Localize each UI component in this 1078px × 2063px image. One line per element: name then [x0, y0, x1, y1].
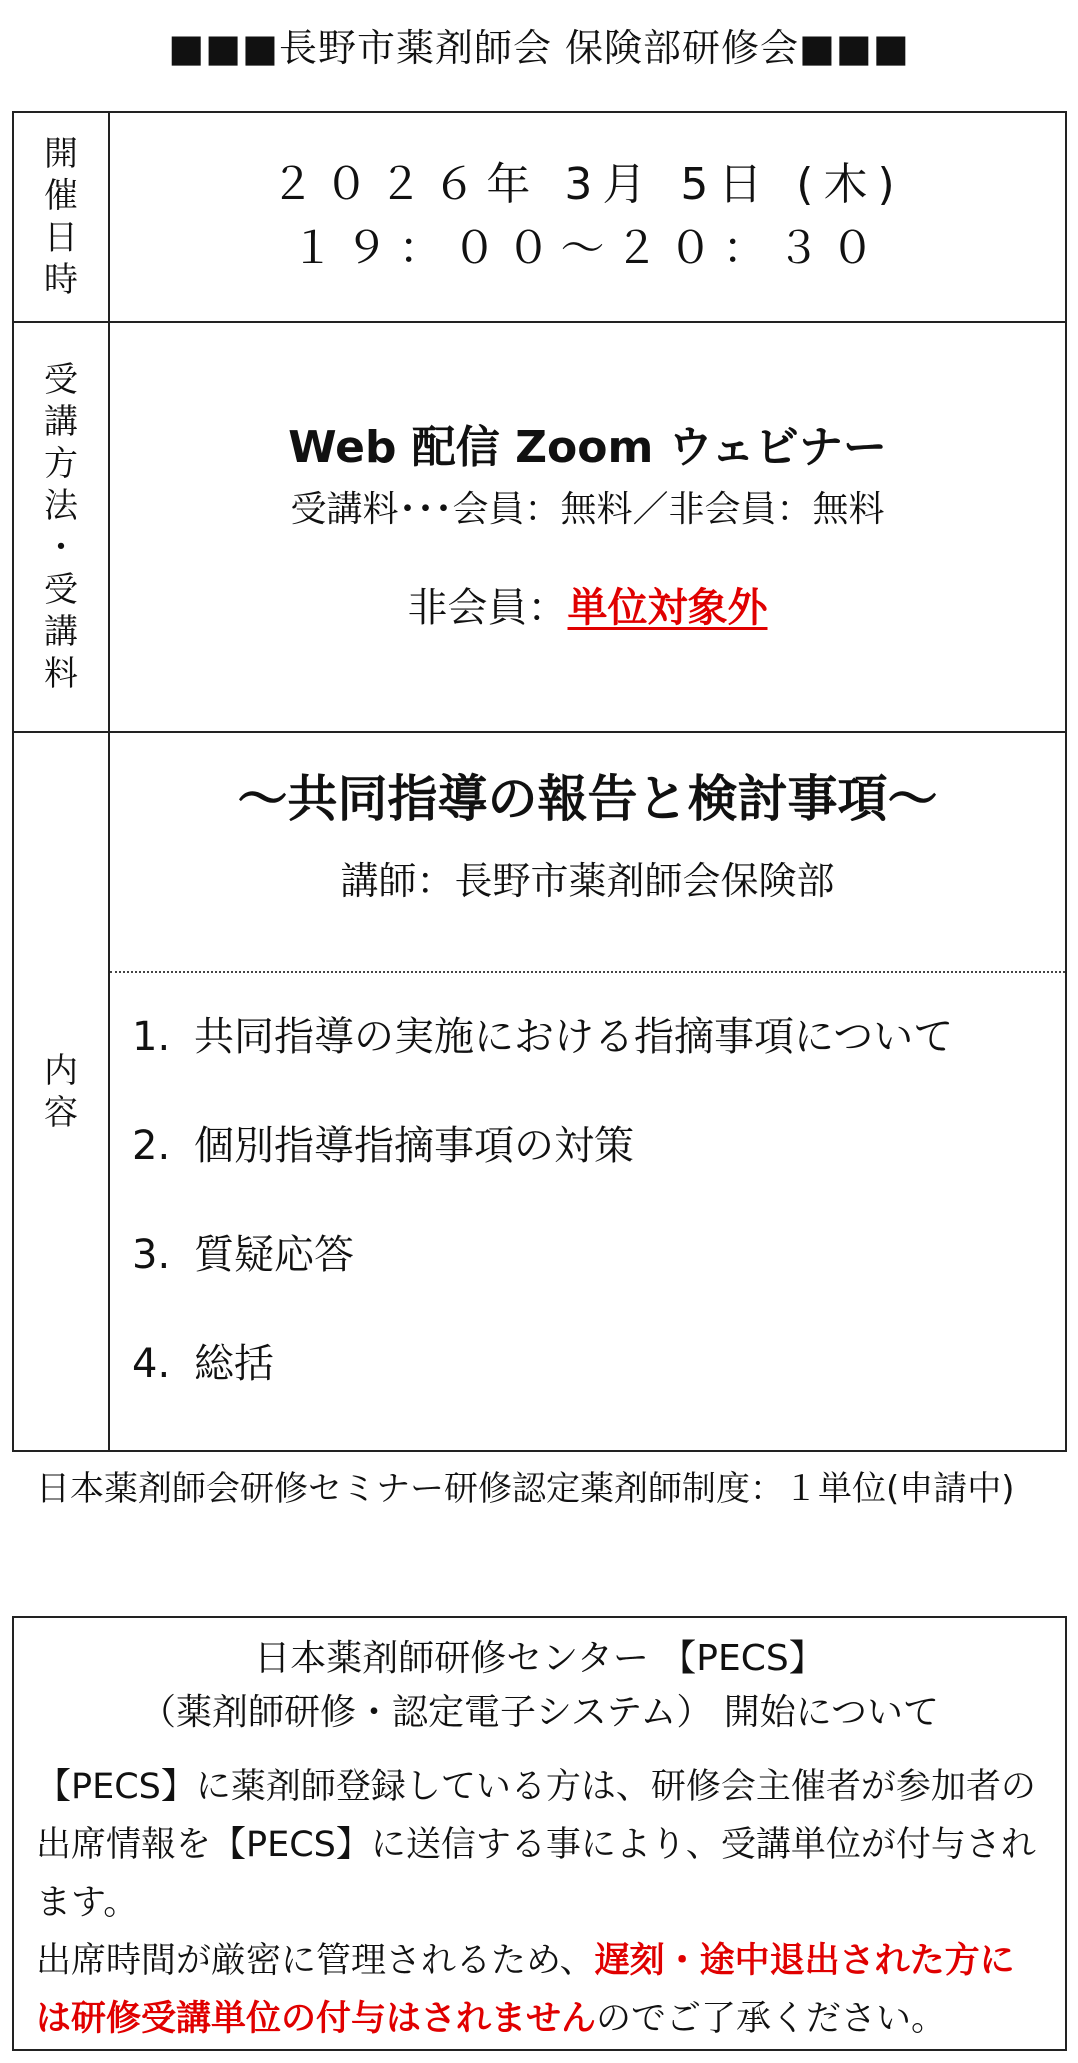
- pecs-notice: [12, 1616, 1067, 2051]
- content-cell: [109, 732, 1066, 1451]
- topic-block: [110, 733, 1065, 973]
- credit-note: 日本薬剤師会研修セミナー研修認定薬剤師制度：１単位(申請中): [36, 1469, 1015, 1509]
- agenda-text: 質疑応答: [194, 1232, 354, 1278]
- method-label-char: 受: [44, 360, 78, 400]
- datetime-cell: [109, 112, 1066, 322]
- datetime-label-char: 日: [44, 218, 78, 258]
- agenda-item: [132, 1120, 1065, 1172]
- pecs-body-text: のでご了承ください。: [596, 1999, 947, 2039]
- event-time: １９：００～２０：３０: [290, 223, 885, 274]
- fee-info: 受講料･･･会員：無料／非会員：無料: [290, 489, 885, 530]
- content-label-char: 内: [44, 1050, 78, 1091]
- content-header: [13, 732, 109, 1451]
- agenda-number: 4.: [132, 1341, 171, 1387]
- lecturer: 講師：長野市薬剤師会保険部: [340, 859, 835, 903]
- datetime-label-char: 催: [44, 176, 78, 216]
- method-label-char: 法: [44, 486, 78, 526]
- agenda-text: 総括: [194, 1341, 274, 1387]
- agenda-list: [110, 973, 1065, 1390]
- method-label-char: 方: [44, 444, 78, 484]
- pecs-title-line2: （薬剤師研修・認定電子システム） 開始について: [139, 1692, 940, 1733]
- nonmember-note: [110, 582, 1065, 634]
- method-label-char: ・: [44, 528, 78, 568]
- method-cell: [109, 322, 1066, 732]
- agenda-text: 個別指導指摘事項の対策: [194, 1123, 634, 1169]
- agenda-text: 共同指導の実施における指摘事項について: [194, 1014, 954, 1060]
- pecs-body-text: 【PECS】に薬剤師登録している方は、研修会主催者が参加者の出席情報を【PECS】に送信する事により、受講単位が付与されます。: [36, 1767, 1036, 1923]
- method-header: [13, 322, 109, 732]
- method-label-char: 受: [44, 570, 78, 610]
- method-label-char: 講: [44, 612, 78, 652]
- pecs-warning: 遅刻・途中退出された方には研修受講単位の付与はされません: [36, 1941, 1015, 2039]
- agenda-item: [132, 1338, 1065, 1390]
- datetime-header: [13, 112, 109, 322]
- agenda-number: 2.: [132, 1123, 171, 1169]
- method-label-char: 講: [44, 402, 78, 442]
- agenda-item: [132, 1011, 1065, 1063]
- pecs-body: [36, 1758, 1043, 2048]
- event-date: ２０２６年 3月 5日 (木): [270, 159, 905, 210]
- pecs-title-line1: 日本薬剤師研修センター 【PECS】: [254, 1638, 825, 1679]
- delivery-method: Web 配信 Zoom ウェビナー: [288, 422, 887, 473]
- datetime-label-char: 時: [44, 260, 78, 300]
- agenda-number: 3.: [132, 1232, 171, 1278]
- agenda-item: [132, 1229, 1065, 1281]
- page-title: ■■■長野市薬剤師会 保険部研修会■■■: [168, 25, 910, 70]
- schedule-table: [12, 111, 1067, 1452]
- method-label-char: 料: [44, 654, 78, 694]
- datetime-label-char: 開: [44, 134, 78, 174]
- agenda-number: 1.: [132, 1014, 171, 1060]
- topic-title: ～共同指導の報告と検討事項～: [237, 770, 938, 828]
- nonmember-label: 非会員：: [407, 585, 568, 631]
- pecs-body-text: 出席時間が厳密に管理されるため、: [36, 1941, 595, 1981]
- content-label-char: 容: [44, 1092, 78, 1133]
- no-credit-warning: 単位対象外: [567, 585, 768, 631]
